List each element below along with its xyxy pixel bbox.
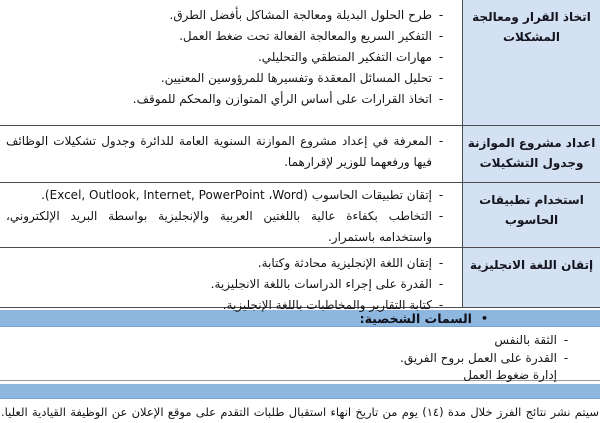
list-item [6, 206, 450, 248]
list-item [6, 26, 450, 47]
list-item-text: طرح الحلول البديلة ومعالجة المشاكل بأفضل الطرق. [169, 8, 432, 22]
dash-bullet-icon: - [563, 333, 569, 347]
dash-bullet-icon: - [438, 256, 444, 270]
table-row [0, 248, 600, 312]
list-item-text: إتقان تطبيقات الحاسوب (Excel, Outlook, Internet, PowerPoint ،Word). [41, 188, 432, 202]
empty-section-bar [0, 384, 600, 399]
row-header-cell: اعداد مشروع الموازنة وجدول التشكيلات [462, 126, 600, 182]
list-item-text: المعرفة في إعداد مشروع الموازنة السنوية العامة للدائرة وجدول تشكيلات الوظائف فيها ورفعهما للوزير لإقرارهما. [6, 134, 432, 169]
row-content-cell [0, 248, 462, 312]
dash-bullet-icon: - [438, 209, 444, 223]
list-item [6, 47, 450, 68]
bullet-icon: • [480, 311, 488, 325]
row-content-cell [0, 126, 462, 182]
dash-bullet-icon: - [438, 298, 444, 312]
list-item [6, 185, 450, 206]
table-row [0, 0, 600, 126]
row-header-cell: استخدام تطبيقات الحاسوب [462, 183, 600, 247]
list-item-text: التفكير السريع والمعالجة الفعالة تحت ضغط العمل. [179, 29, 432, 43]
dash-bullet-icon [557, 367, 575, 385]
screening-results-note: سيتم نشر نتائج الفرز خلال مدة (١٤) يوم من تاريخ انهاء استقبال طلبات التقدم على موقع الإعلان عن الوظيفة القيادية العليا. [1, 405, 599, 419]
list-item-text: كتابة التقارير والمخاطبات باللغة الإنجليزية. [222, 298, 432, 312]
table-row [0, 183, 600, 248]
list-item-text: مهارات التفكير المنطقي والتحليلي. [257, 50, 432, 64]
personal-traits-title: السمات الشخصية: [359, 310, 472, 326]
list-item [6, 89, 450, 110]
list-item-text: التخاطب بكفاءة عالية باللغتين العربية والإنجليزية بواسطة البريد الإلكتروني، واستخدامه باستمرار. [6, 209, 432, 244]
dash-bullet-icon: - [438, 92, 444, 106]
dash-bullet-icon: - [438, 8, 444, 22]
list-item [0, 350, 575, 368]
list-item [6, 5, 450, 26]
dash-bullet-icon: - [438, 188, 444, 202]
list-item [6, 274, 450, 295]
list-item [6, 131, 450, 173]
list-item [6, 68, 450, 89]
list-item-text: إتقان اللغة الإنجليزية محادثة وكتابة. [257, 256, 432, 270]
row-header-cell: اتخاذ القرار ومعالجة المشكلات [462, 0, 600, 125]
dash-bullet-icon: - [438, 29, 444, 43]
dash-bullet-icon: - [438, 277, 444, 291]
list-item [0, 367, 575, 385]
row-header-cell: إتقان اللغة الانجليزية [462, 248, 600, 307]
list-item-text: القدرة على إجراء الدراسات باللغة الانجليزية. [210, 277, 432, 291]
dash-bullet-icon: - [438, 134, 444, 148]
row-content-cell [0, 0, 462, 125]
dash-bullet-icon: - [438, 50, 444, 64]
list-item-text: تحليل المسائل المعقدة وتفسيرها للمرؤوسين المعنيين. [160, 71, 432, 85]
dash-bullet-icon: - [563, 350, 569, 365]
row-content-cell [0, 183, 462, 247]
list-item [0, 332, 575, 350]
list-item-text: الثقة بالنفس [494, 333, 557, 347]
table-row [0, 126, 600, 183]
list-item-text: إدارة ضغوط العمل [463, 368, 557, 382]
dash-bullet-icon: - [438, 71, 444, 85]
list-item-text: القدرة على العمل بروح الفريق. [400, 350, 557, 365]
list-item-text: اتخاذ القرارات على أساس الرأي المتوازن والمحكم للموقف. [132, 92, 432, 106]
personal-traits-list [0, 327, 600, 380]
list-item [6, 253, 450, 274]
